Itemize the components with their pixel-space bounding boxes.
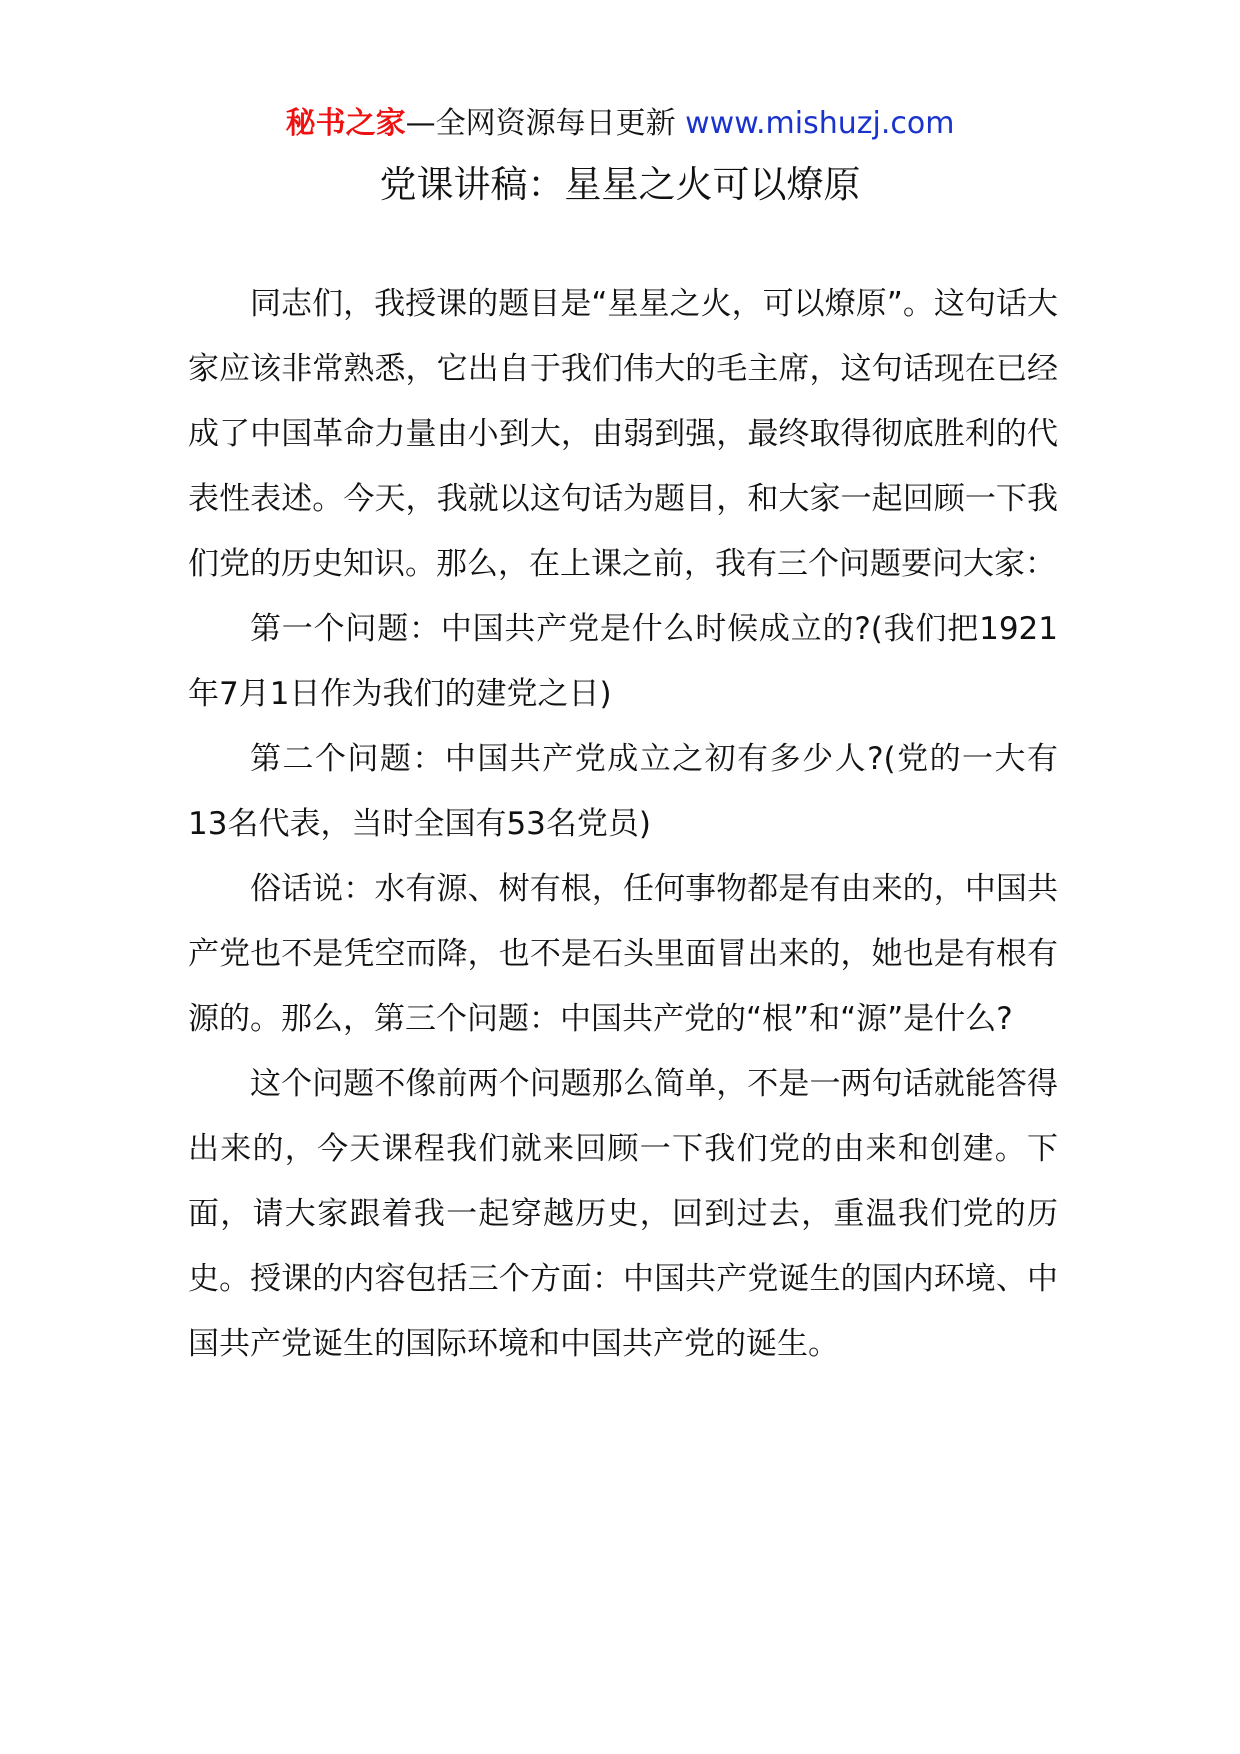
document-title: 党课讲稿：星星之火可以燎原 [379, 163, 861, 206]
site-brand: 秘书之家 [285, 106, 406, 141]
document-body [188, 272, 1058, 1377]
site-header [0, 104, 1240, 144]
paragraph-question-2: 第二个问题：中国共产党成立之初有多少人?(党的一大有13名代表，当时全国有53名党员) [188, 741, 1058, 842]
site-tagline: —全网资源每日更新 [405, 106, 676, 141]
paragraph-outline: 这个问题不像前两个问题那么简单，不是一两句话就能答得出来的，今天课程我们就来回顾一下我们党的由来和创建。下面，请大家跟着我一起穿越历史，回到过去，重温我们党的历史。授课的内容包括三个方面：中国共产党诞生的国内环境、中国共产党诞生的国际环境和中国共产党的诞生。 [188, 1066, 1058, 1362]
paragraph-intro: 同志们，我授课的题目是“星星之火，可以燎原”。这句话大家应该非常熟悉，它出自于我们伟大的毛主席，这句话现在已经成了中国革命力量由小到大，由弱到强，最终取得彻底胜利的代表性表述。今天，我就以这句话为题目，和大家一起回顾一下我们党的历史知识。那么，在上课之前，我有三个问题要问大家： [188, 286, 1058, 582]
paragraph-question-3: 俗话说：水有源、树有根，任何事物都是有由来的，中国共产党也不是凭空而降，也不是石头里面冒出来的，她也是有根有源的。那么，第三个问题：中国共产党的“根”和“源”是什么? [188, 871, 1058, 1037]
site-url-link[interactable]: www.mishuzj.com [685, 106, 955, 141]
paragraph-question-1: 第一个问题：中国共产党是什么时候成立的?(我们把1921年7月1日作为我们的建党之日) [188, 611, 1058, 712]
